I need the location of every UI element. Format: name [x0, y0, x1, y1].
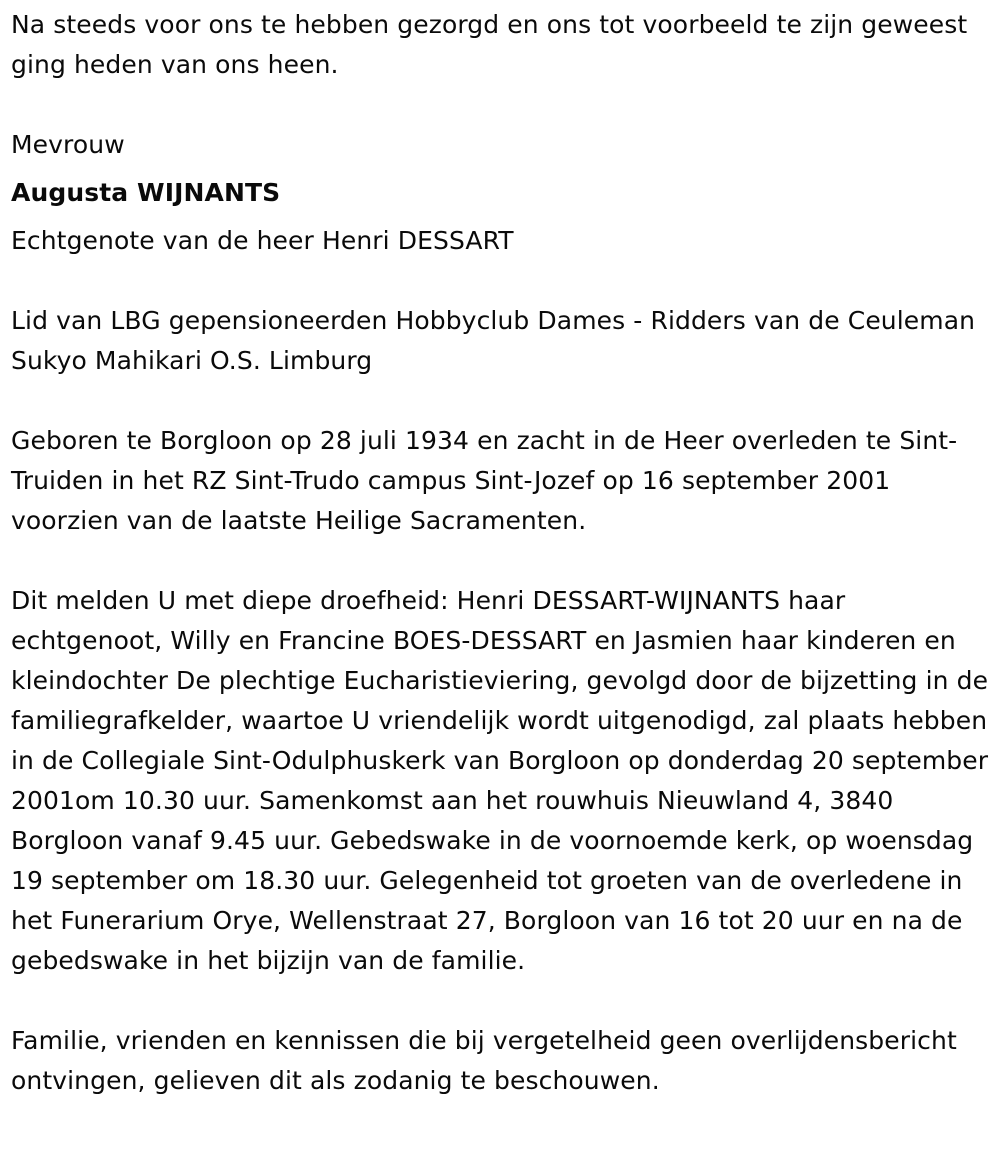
membership-paragraph: Lid van LBG gepensioneerden Hobbyclub Dames - Ridders van de Ceuleman Sukyo Mahikari O.S. Limburg: [11, 306, 976, 375]
announcement-paragraph: Dit melden U met diepe droefheid: Henri DESSART-WIJNANTS haar echtgenoot, Willy en Francine BOES-DESSART en Jasmien haar kinderen en kleindochter De plechtige Eucharistieviering, gevolgd door de bijzetting in de familiegrafkelder, waartoe U vriendelijk wordt uitgenodigd, zal plaats hebben in de Collegiale Sint-Odulphuskerk van Borgloon op donderdag 20 september 2001om 10.30 uur. Samenkomst aan het rouwhuis Nieuwland 4, 3840 Borgloon vanaf 9.45 uur. Gebedswake in de voornoemde kerk, op woensdag 19 september om 18.30 uur. Gelegenheid tot groeten van de overledene in het Funerarium Orye, Wellenstraat 27, Borgloon van 16 tot 20 uur en na de gebedswake in het bijzijn van de familie.: [11, 586, 989, 975]
deceased-name: Augusta WIJNANTS: [11, 178, 281, 207]
spacer: [11, 541, 991, 581]
spacer: [11, 85, 991, 125]
obituary-notice: [11, 5, 991, 1101]
spacer: [11, 381, 991, 421]
salutation: Mevrouw: [11, 130, 125, 159]
spacer: [11, 981, 991, 1021]
spouse-line: Echtgenote van de heer Henri DESSART: [11, 226, 514, 255]
closing-paragraph: Familie, vrienden en kennissen die bij vergetelheid geen overlijdensbericht ontvingen, gelieven dit als zodanig te beschouwen.: [11, 1026, 957, 1095]
spacer: [11, 261, 991, 301]
intro-paragraph: Na steeds voor ons te hebben gezorgd en ons tot voorbeeld te zijn geweest ging heden van ons heen.: [11, 10, 968, 79]
birth-death-paragraph: Geboren te Borgloon op 28 juli 1934 en zacht in de Heer overleden te Sint-Truiden in het RZ Sint-Trudo campus Sint-Jozef op 16 september 2001 voorzien van de laatste Heilige Sacramenten.: [11, 426, 958, 535]
